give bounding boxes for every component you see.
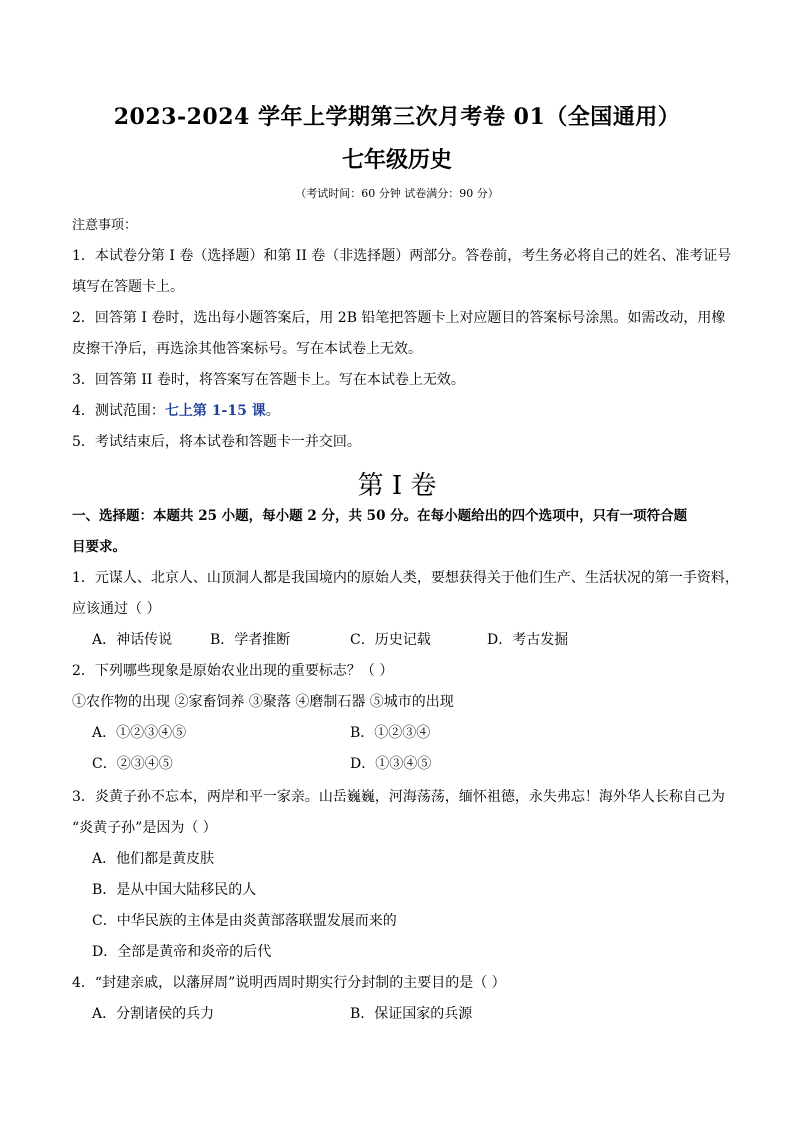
- notes-heading: 注意事项：: [72, 218, 138, 233]
- question-1-stem-cont: 应该通过（ ）: [72, 601, 161, 617]
- question-3-option-a: A．他们都是黄皮肤: [92, 851, 215, 867]
- subject-title: 七年级历史: [341, 147, 452, 173]
- question-3-stem: 3．炎黄子孙不忘本，两岸和平一家亲。山岳巍巍，河海荡荡，缅怀祖德，永失弗忘！海外华人长称自己为: [72, 789, 725, 805]
- question-3-option-b: B．是从中国大陆移民的人: [92, 882, 257, 898]
- note-item-5: 5．考试结束后，将本试卷和答题卡一并交回。: [72, 434, 361, 450]
- question-4-stem: 4．“封建亲戚，以藩屏周”说明西周时期实行分封制的主要目的是（ ）: [72, 975, 506, 991]
- note-item-1: 1．本试卷分第 I 卷（选择题）和第 II 卷（非选择题）两部分。答卷前，考生务必将自己的姓名、准考证号: [72, 248, 732, 264]
- question-1-option-d: D．考古发掘: [487, 632, 569, 648]
- note-item-4-prefix: 4．测试范围：: [72, 403, 165, 419]
- question-2-stem: 2．下列哪些现象是原始农业出现的重要标志？（ ）: [72, 663, 394, 679]
- note-item-1-cont: 填写在答题卡上。: [72, 279, 184, 295]
- question-3-option-c: C．中华民族的主体是由炎黄部落联盟发展而来的: [92, 913, 397, 929]
- question-2-option-a: A．①②③④⑤: [92, 725, 187, 741]
- note-item-2: 2．回答第 I 卷时，选出每小题答案后，用 2B 铅笔把答题卡上对应题目的答案标号涂黑。如需改动，用橡: [72, 310, 726, 326]
- question-2-option-b: B．①②③④: [350, 725, 431, 741]
- question-2-option-d: D．①③④⑤: [350, 756, 432, 772]
- exam-info: （考试时间：60 分钟 试卷满分：90 分）: [295, 187, 499, 200]
- test-range: 七上第 1-15 课: [164, 403, 266, 419]
- note-item-4-suffix: 。: [265, 403, 280, 419]
- question-2-option-c: C．②③④⑤: [92, 756, 173, 772]
- note-item-4: [72, 401, 724, 421]
- section-intro: 一、选择题：本题共 25 小题，每小题 2 分，共 50 分。在每小题给出的四个选项中，只有一项符合题: [72, 508, 688, 524]
- exam-title: 2023-2024 学年上学期第三次月考卷 01（全国通用）: [113, 104, 681, 130]
- question-1-stem: 1．元谋人、北京人、山顶洞人都是我国境内的原始人类，要想获得关于他们生产、生活状况的第一手资料，: [72, 570, 739, 586]
- question-1-option-b: B．学者推断: [210, 632, 291, 648]
- question-4-option-b: B．保证国家的兵源: [350, 1006, 473, 1022]
- section-intro-cont: 目要求。: [72, 539, 126, 555]
- question-2-items: ①农作物的出现 ②家畜饲养 ③聚落 ④磨制石器 ⑤城市的出现: [72, 694, 454, 710]
- question-3-stem-cont: “炎黄子孙”是因为（ ）: [72, 820, 217, 836]
- question-3-option-d: D．全部是黄帝和炎帝的后代: [92, 944, 272, 960]
- question-1-option-a: A．神话传说: [92, 632, 173, 648]
- note-item-2-cont: 皮擦干净后，再选涂其他答案标号。写在本试卷上无效。: [72, 341, 422, 357]
- question-4-option-a: A．分割诸侯的兵力: [92, 1006, 215, 1022]
- question-1-option-c: C．历史记载: [350, 632, 431, 648]
- section-title: 第 I 卷: [357, 471, 437, 501]
- note-item-3: 3．回答第 II 卷时，将答案写在答题卡上。写在本试卷上无效。: [72, 372, 465, 388]
